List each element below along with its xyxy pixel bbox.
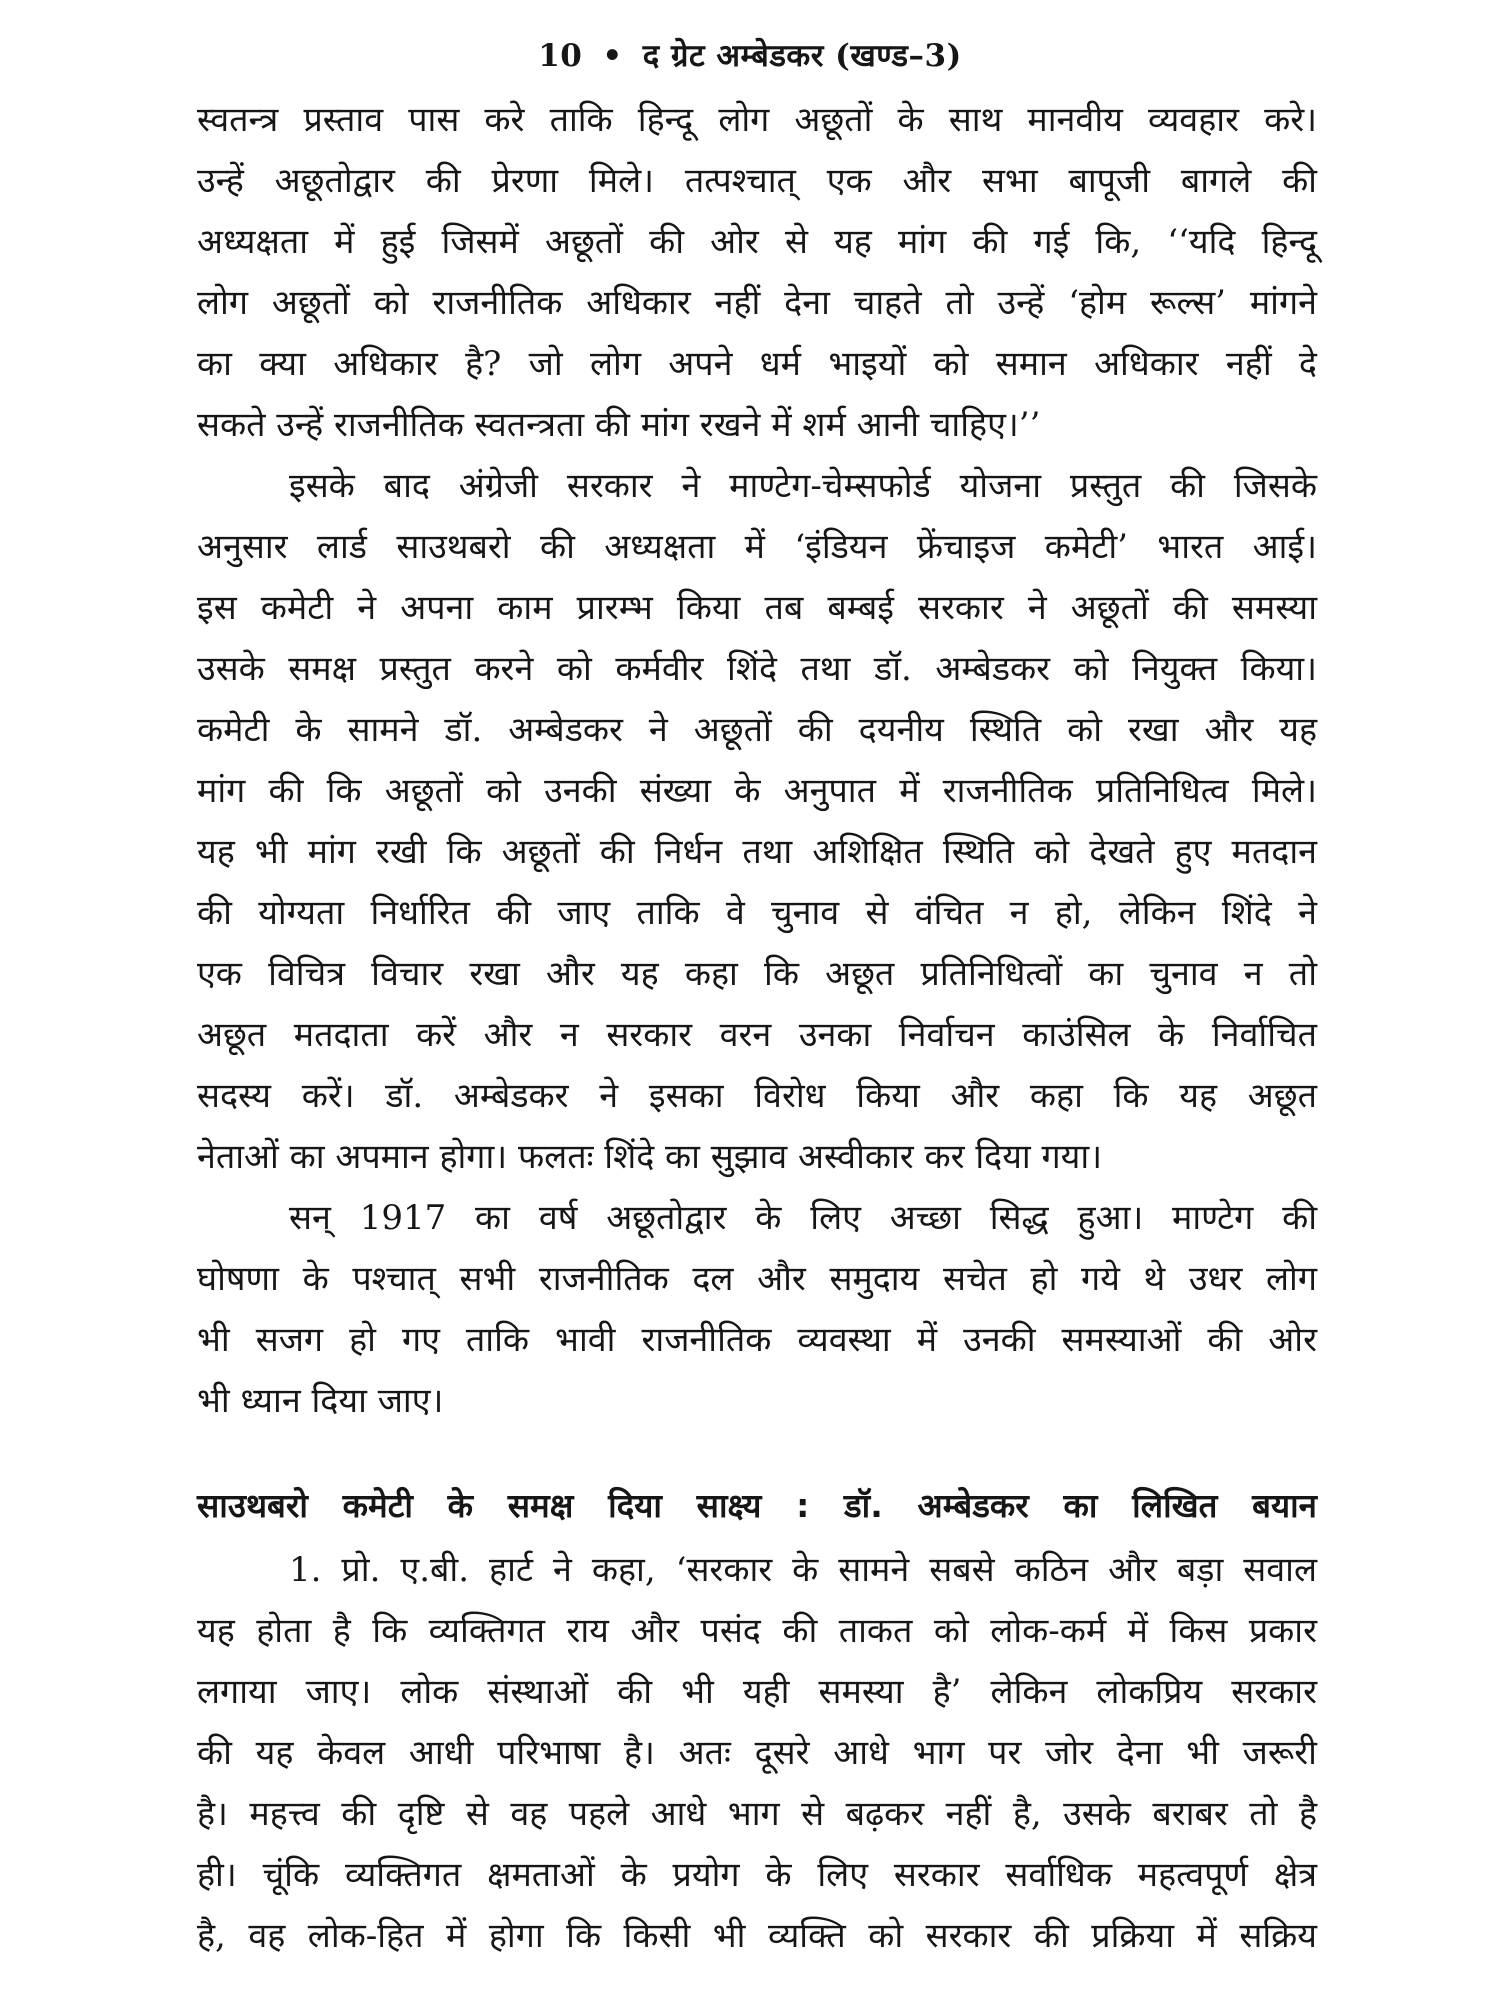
text-line: सन् 1917 का वर्ष अछूतोद्वार के लिए अच्छा सिद्ध हुआ। माण्टेग की xyxy=(289,1198,1317,1238)
text-line: नेताओं का अपमान होगा। फलतः शिंदे का सुझाव अस्वीकार कर दिया गया। xyxy=(197,1137,1103,1177)
text-line: की योग्यता निर्धारित की जाए ताकि वे चुनाव से वंचित न हो, लेकिन शिंदे ने xyxy=(197,893,1317,933)
text-line: अनुसार लार्ड साउथबरो की अध्यक्षता में ‘इंडियन फ्रेंचाइज कमेटी’ भारत आई। xyxy=(197,527,1317,567)
text-line: उन्हें अछूतोद्वार की प्रेरणा मिले। तत्पश्चात् एक और सभा बापूजी बागले की xyxy=(197,161,1317,201)
text-line: लगाया जाए। लोक संस्थाओं की भी यही समस्या है’ लेकिन लोकप्रिय सरकार xyxy=(197,1672,1317,1712)
header-bullet: • xyxy=(602,38,623,74)
text-line: स्वतन्त्र प्रस्ताव पास करे ताकि हिन्दू लोग अछूतों के साथ मानवीय व्यवहार करे। xyxy=(197,100,1317,140)
text-line: भी सजग हो गए ताकि भावी राजनीतिक व्यवस्था में उनकी समस्याओं की ओर xyxy=(197,1320,1317,1360)
text-line: उसके समक्ष प्रस्तुत करने को कर्मवीर शिंदे तथा डॉ. अम्बेडकर को नियुक्त किया। xyxy=(197,649,1317,689)
text-line: कमेटी के सामने डॉ. अम्बेडकर ने अछूतों की दयनीय स्थिति को रखा और यह xyxy=(197,710,1317,750)
page-number: 10 xyxy=(538,38,583,74)
text-line: इस कमेटी ने अपना काम प्रारम्भ किया तब बम्बई सरकार ने अछूतों की समस्या xyxy=(197,588,1317,628)
paragraph-block-1 xyxy=(197,90,1317,1432)
text-line: सदस्य करें। डॉ. अम्बेडकर ने इसका विरोध किया और कहा कि यह अछूत xyxy=(197,1076,1317,1116)
paragraph-block-2 xyxy=(197,1540,1317,1967)
text-line: भी ध्यान दिया जाए। xyxy=(197,1381,444,1421)
text-line: की यह केवल आधी परिभाषा है। अतः दूसरे आधे भाग पर जोर देना भी जरूरी xyxy=(197,1733,1317,1773)
text-line: सकते उन्हें राजनीतिक स्वतन्त्रता की मांग रखने में शर्म आनी चाहिए।’’ xyxy=(197,405,1041,445)
text-line: यह भी मांग रखी कि अछूतों की निर्धन तथा अशिक्षित स्थिति को देखते हुए मतदान xyxy=(197,832,1317,872)
text-line: है। महत्त्व की दृष्टि से वह पहले आधे भाग से बढ़कर नहीं है, उसके बराबर तो है xyxy=(197,1794,1317,1834)
text-line: घोषणा के पश्चात् सभी राजनीतिक दल और समुदाय सचेत हो गये थे उधर लोग xyxy=(197,1259,1317,1299)
text-line: अध्यक्षता में हुई जिसमें अछूतों की ओर से यह मांग की गई कि, ‘‘यदि हिन्दू xyxy=(197,222,1317,262)
text-line: एक विचित्र विचार रखा और यह कहा कि अछूत प्रतिनिधित्वों का चुनाव न तो xyxy=(197,954,1317,994)
text-line: अछूत मतदाता करें और न सरकार वरन उनका निर्वाचन काउंसिल के निर्वाचित xyxy=(197,1015,1317,1055)
text-line: का क्या अधिकार है? जो लोग अपने धर्म भाइयों को समान अधिकार नहीं दे xyxy=(197,344,1317,384)
text-line: ही। चूंकि व्यक्तिगत क्षमताओं के प्रयोग के लिए सरकार सर्वाधिक महत्वपूर्ण क्षेत्र xyxy=(197,1855,1317,1895)
running-header xyxy=(0,34,1500,76)
section-heading: साउथबरो कमेटी के समक्ष दिया साक्ष्य : डॉ. अम्बेडकर का लिखित बयान xyxy=(197,1486,1317,1525)
text-line: इसके बाद अंग्रेजी सरकार ने माण्टेग-चेम्सफोर्ड योजना प्रस्तुत की जिसके xyxy=(289,466,1317,506)
text-line: यह होता है कि व्यक्तिगत राय और पसंद की ताकत को लोक-कर्म में किस प्रकार xyxy=(197,1611,1317,1651)
text-line: मांग की कि अछूतों को उनकी संख्या के अनुपात में राजनीतिक प्रतिनिधित्व मिले। xyxy=(197,771,1317,811)
book-title: द ग्रेट अम्बेडकर (खण्ड–3) xyxy=(642,38,962,74)
text-line: लोग अछूतों को राजनीतिक अधिकार नहीं देना चाहते तो उन्हें ‘होम रूल्स’ मांगने xyxy=(197,283,1317,323)
text-line: है, वह लोक-हित में होगा कि किसी भी व्यक्ति को सरकार की प्रक्रिया में सक्रिय xyxy=(197,1916,1317,1956)
text-line: 1. प्रो. ए.बी. हार्ट ने कहा, ‘सरकार के सामने सबसे कठिन और बड़ा सवाल xyxy=(289,1550,1317,1590)
